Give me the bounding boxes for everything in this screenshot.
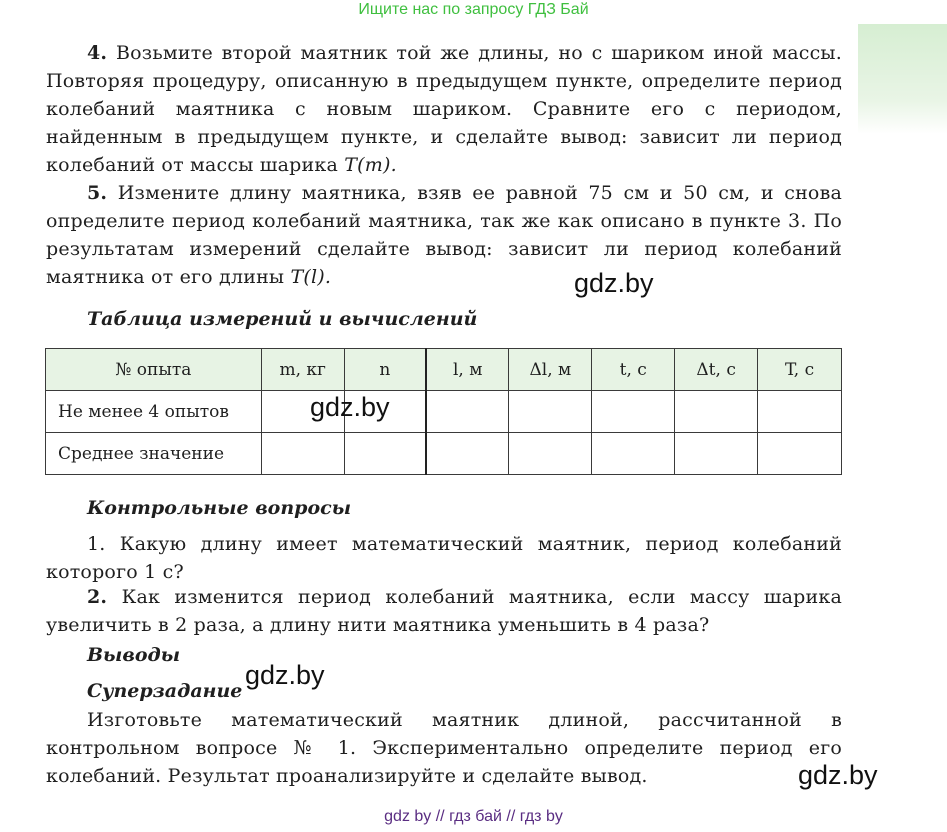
supertask-heading: Суперзадание xyxy=(87,680,243,702)
table-cell xyxy=(675,391,758,433)
header-length-error: Δl, м xyxy=(509,349,592,391)
step-4-number: 4. xyxy=(87,42,108,64)
question-2 xyxy=(46,583,842,639)
page-side-tab xyxy=(858,24,947,134)
watermark: gdz.by xyxy=(245,660,325,690)
question-2-text: Как изменится период колебаний маятника, если массу шарика увеличить в 2 раза, а длину нити маятника уменьшить в 4 раза? xyxy=(46,586,842,636)
header-time-error: Δt, с xyxy=(675,349,758,391)
header-experiment-number: № опыта xyxy=(46,349,262,391)
header-time: t, с xyxy=(592,349,675,391)
table-cell xyxy=(592,391,675,433)
footer-links[interactable]: gdz by // гдз бай // гдз by xyxy=(384,808,563,825)
step-4-formula: T(m). xyxy=(344,154,397,176)
header-mass: m, кг xyxy=(261,349,344,391)
table-cell xyxy=(261,433,344,475)
table-cell xyxy=(509,391,592,433)
paragraph-step-5 xyxy=(46,179,842,291)
table-cell xyxy=(675,433,758,475)
row-label-average: Среднее значение xyxy=(46,433,262,475)
header-period: T, с xyxy=(758,349,842,391)
question-1-text: Какую длину имеет математический маятник, период колебаний которого 1 с? xyxy=(46,533,842,583)
step-4-text: Возьмите второй маятник той же длины, но с шариком иной массы. Повторяя процедуру, описанную в предыдущем пункте, определите период колебаний маятника с новым шариком. Сравните его с периодом, найденным в предыдущем пункте, и сделайте вывод: зависит ли период колебаний от массы шарика xyxy=(46,42,842,176)
paragraph-step-4 xyxy=(46,39,842,179)
conclusions-heading: Выводы xyxy=(87,644,181,666)
watermark: gdz.by xyxy=(798,760,878,790)
table-cell xyxy=(758,433,842,475)
table-title: Таблица измерений и вычислений xyxy=(87,308,478,330)
row-label-experiments: Не менее 4 опытов xyxy=(46,391,262,433)
supertask-text: Изготовьте математический маятник длиной, рассчитанной в контрольном вопросе № 1. Экспериментально определите период его колебаний. Результат проанализируйте и сделайте вывод. xyxy=(46,709,842,787)
table-cell xyxy=(758,391,842,433)
step-5-formula: T(l). xyxy=(290,266,332,288)
table-cell xyxy=(509,433,592,475)
table-row xyxy=(46,391,842,433)
question-1-number: 1. xyxy=(87,533,106,555)
header-oscillation-count: n xyxy=(344,349,426,391)
table-cell xyxy=(592,433,675,475)
question-2-number: 2. xyxy=(87,586,108,608)
measurements-table xyxy=(45,348,842,475)
question-1 xyxy=(46,530,842,586)
table-cell xyxy=(426,391,509,433)
step-5-number: 5. xyxy=(87,182,108,204)
step-5-text: Измените длину маятника, взяв ее равной 75 см и 50 см, и снова определите период колебаний маятника, так же как описано в пункте 3. По результатам измерений сделайте вывод: зависит ли период колебаний маятника от его длины xyxy=(46,182,842,288)
control-questions-heading: Контрольные вопросы xyxy=(87,497,352,519)
table-row xyxy=(46,433,842,475)
table-cell xyxy=(426,433,509,475)
watermark: gdz.by xyxy=(310,392,390,422)
top-banner[interactable]: Ищите нас по запросу ГДЗ Бай xyxy=(358,1,589,18)
table-header-row xyxy=(46,349,842,391)
header-length: l, м xyxy=(426,349,509,391)
table-cell xyxy=(344,433,426,475)
watermark: gdz.by xyxy=(574,268,654,298)
